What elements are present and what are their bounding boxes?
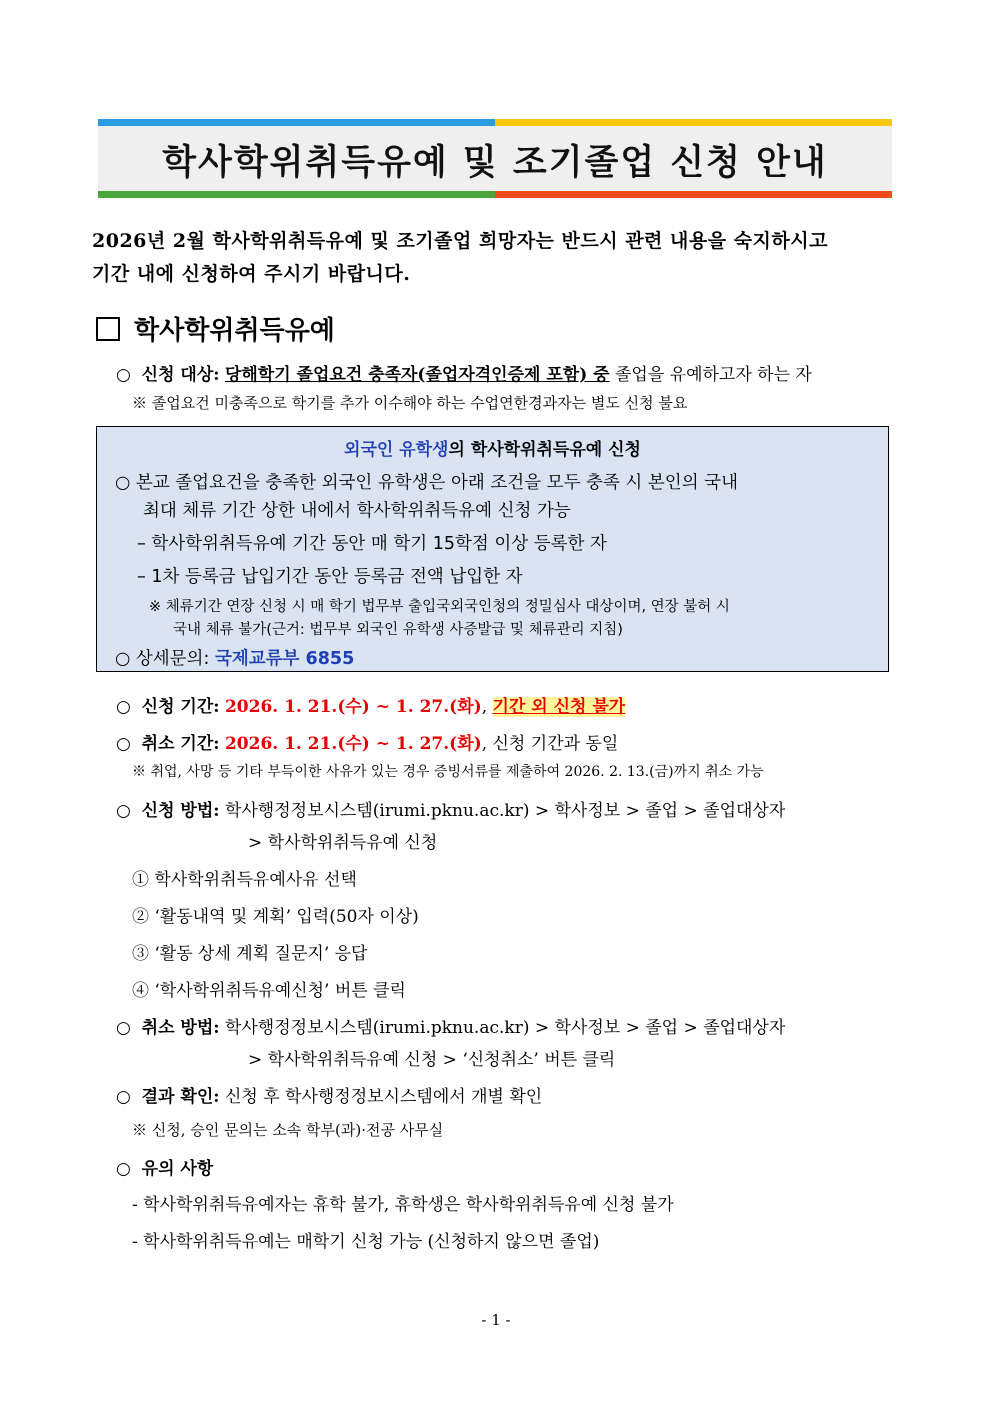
- apply-step-3: ③ ‘활동 상세 계획 질문지’ 응답: [132, 944, 368, 964]
- result-text: 신청 후 학사행정정보시스템에서 개별 확인: [224, 1087, 543, 1107]
- intl-bullet-line-1: ○ 본교 졸업요건을 충족한 외국인 유학생은 아래 조건을 모두 충족 시 본인의 국내: [115, 473, 738, 493]
- intl-contact: [115, 645, 354, 670]
- intl-heading: [97, 435, 888, 460]
- intro-line-2: 기간 내에 신청하여 주시기 바랍니다.: [92, 263, 411, 285]
- apply-method-label: 신청 방법:: [141, 801, 220, 821]
- intl-contact-value: 국제교류부 6855: [214, 649, 355, 669]
- result-note: ※ 신청, 승인 문의는 소속 학부(과)·전공 사무실: [132, 1121, 444, 1139]
- intl-note-line-1: ※ 체류기간 연장 신청 시 매 학기 법무부 출입국외국인청의 정밀심사 대상이며, 연장 불허 시: [149, 599, 730, 615]
- section-title: 학사학위취득유예: [134, 316, 335, 346]
- cancel-method-label: 취소 방법:: [141, 1018, 220, 1038]
- intl-condition-2: – 1차 등록금 납입기간 동안 등록금 전액 납입한 자: [137, 567, 523, 587]
- result-line: [116, 1082, 542, 1107]
- caution-item-1: - 학사학위취득유예자는 휴학 불가, 휴학생은 학사학위취득유예 신청 불가: [132, 1195, 674, 1215]
- target-label: 신청 대상:: [141, 365, 220, 385]
- square-bullet-icon: [96, 317, 120, 341]
- intro-line-1: 2026년 2월 학사학위취득유예 및 조기졸업 희망자는 반드시 관련 내용을 숙지하시고: [92, 230, 828, 252]
- cautions-label: 유의 사항: [141, 1159, 214, 1179]
- apply-period-label: 신청 기간:: [141, 697, 220, 717]
- intl-note-line-2: 국내 체류 불가(근거: 법무부 외국인 유학생 사증발급 및 체류관리 지침): [173, 622, 623, 638]
- cautions-line: [116, 1154, 213, 1179]
- title-bar-bottom-left: [98, 191, 495, 198]
- intl-heading-rest: 의 학사학위취득유예 신청: [448, 440, 641, 460]
- title-bar-bottom-right: [495, 191, 892, 198]
- circle-bullet-icon: ○: [116, 365, 131, 385]
- result-label: 결과 확인:: [141, 1087, 220, 1107]
- apply-step-2: ② ‘활동내역 및 계획’ 입력(50자 이상): [132, 907, 419, 927]
- apply-period-warning: 기간 외 신청 불가: [492, 697, 626, 717]
- apply-step-4: ④ ‘학사학위취득유예신청’ 버튼 클릭: [132, 981, 406, 1001]
- apply-step-1: ① 학사학위취득유예사유 선택: [132, 870, 357, 890]
- cancel-period-dates: 2026. 1. 21.(수) ~ 1. 27.(화): [224, 734, 482, 754]
- apply-period-line: ○ 신청 기간: 2026. 1. 21.(수) ~ 1. 27.(화), 기간 외 신청 불가: [116, 697, 626, 717]
- international-students-box: [96, 426, 889, 672]
- section-heading: [96, 310, 335, 347]
- target-note: ※ 졸업요건 미충족으로 학기를 추가 이수해야 하는 수업연한경과자는 별도 신청 불요: [132, 394, 688, 412]
- page-title: 학사학위취득유예 및 조기졸업 신청 안내: [162, 143, 828, 183]
- title-bar-top-right: [495, 119, 892, 126]
- cancel-period-label: 취소 기간:: [141, 734, 220, 754]
- title-bar-top-left: [98, 119, 495, 126]
- cancel-method-path-1: 학사행정정보시스템(irumi.pknu.ac.kr) > 학사정보 > 졸업 > 졸업대상자: [224, 1018, 786, 1038]
- circle-bullet-icon: ○: [116, 801, 131, 821]
- cancel-period-note: ※ 취업, 사망 등 기타 부득이한 사유가 있는 경우 증빙서류를 제출하여 2026. 2. 13.(금)까지 취소 가능: [132, 764, 764, 780]
- circle-bullet-icon: ○: [116, 1087, 131, 1107]
- target-condition: 당해학기 졸업요건 충족자(졸업자격인증제 포함) 중: [224, 365, 610, 385]
- circle-bullet-icon: ○: [116, 697, 131, 717]
- circle-bullet-icon: ○: [116, 734, 131, 754]
- intl-heading-highlight: 외국인 유학생: [344, 440, 449, 460]
- caution-item-2: - 학사학위취득유예는 매학기 신청 가능 (신청하지 않으면 졸업): [132, 1232, 600, 1252]
- page-number: - 1 -: [481, 1311, 511, 1329]
- cancel-period-line: [116, 729, 618, 754]
- target-line: [116, 360, 812, 385]
- target-rest: 졸업을 유예하고자 하는 자: [614, 365, 812, 385]
- cancel-period-rest: , 신청 기간과 동일: [481, 734, 619, 754]
- apply-method-path-2: > 학사학위취득유예 신청: [248, 833, 438, 853]
- apply-period-dates: 2026. 1. 21.(수) ~ 1. 27.(화): [224, 697, 482, 717]
- circle-bullet-icon: ○: [116, 1018, 131, 1038]
- apply-method-line: [116, 796, 785, 821]
- cancel-method-path-2: > 학사학위취득유예 신청 > ‘신청취소’ 버튼 클릭: [248, 1050, 616, 1070]
- intl-bullet-line-2: 최대 체류 기간 상한 내에서 학사학위취득유예 신청 가능: [143, 501, 571, 521]
- title-banner: [98, 119, 892, 198]
- intl-condition-1: – 학사학위취득유예 기간 동안 매 학기 15학점 이상 등록한 자: [137, 534, 607, 554]
- apply-method-path-1: 학사행정정보시스템(irumi.pknu.ac.kr) > 학사정보 > 졸업 > 졸업대상자: [224, 801, 786, 821]
- intl-contact-label: ○ 상세문의:: [115, 649, 210, 669]
- circle-bullet-icon: ○: [116, 1159, 131, 1179]
- cancel-method-line: [116, 1013, 785, 1038]
